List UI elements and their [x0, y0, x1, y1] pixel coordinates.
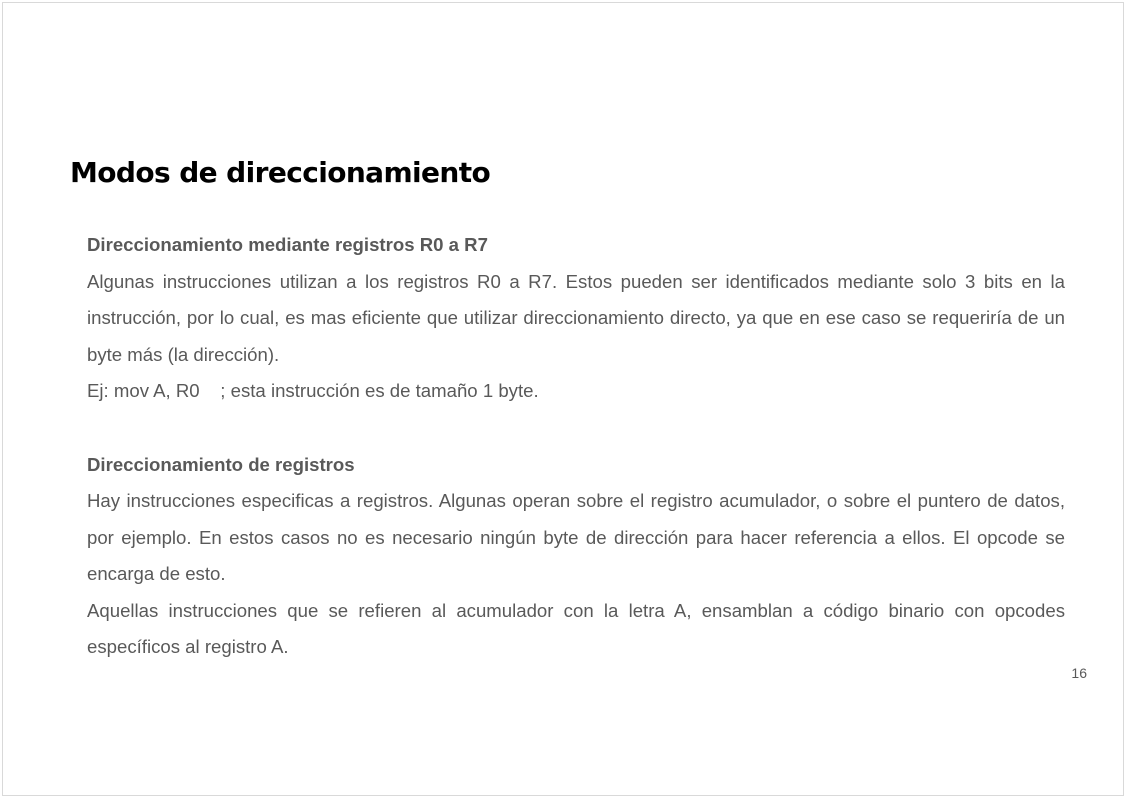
section-registers-r0-r7 [87, 227, 1065, 410]
section-paragraph: Aquellas instrucciones que se refieren al acumulador con la letra A, ensamblan a código binario con opcodes específicos al registro A. [87, 599, 1065, 657]
section-heading: Direccionamiento mediante registros R0 a R7 [87, 234, 488, 255]
section-paragraph: Hay instrucciones especificas a registros. Algunas operan sobre el registro acumulador, o sobre el puntero de datos, por ejemplo. En estos casos no es necesario ningún byte de dirección para hacer referencia a ellos. El opcode se encarga de esto. [87, 490, 1065, 584]
page-number: 16 [1071, 665, 1087, 681]
section-heading: Direccionamiento de registros [87, 453, 355, 475]
section-paragraph: Algunas instrucciones utilizan a los registros R0 a R7. Estos pueden ser identificados mediante solo 3 bits en la instrucción, por lo cual, es mas eficiente que utilizar direccionamiento directo, ya que en ese caso se requeriría de un byte más (la dirección). [87, 270, 1065, 365]
section-register-addressing [87, 447, 1065, 666]
slide-content [87, 227, 1065, 666]
slide-title: Modos de direccionamiento [70, 156, 491, 189]
example-line: Ej: mov A, R0 ; esta instrucción es de tamaño 1 byte. [87, 380, 539, 401]
slide [2, 2, 1124, 796]
section-spacer [87, 410, 1065, 447]
